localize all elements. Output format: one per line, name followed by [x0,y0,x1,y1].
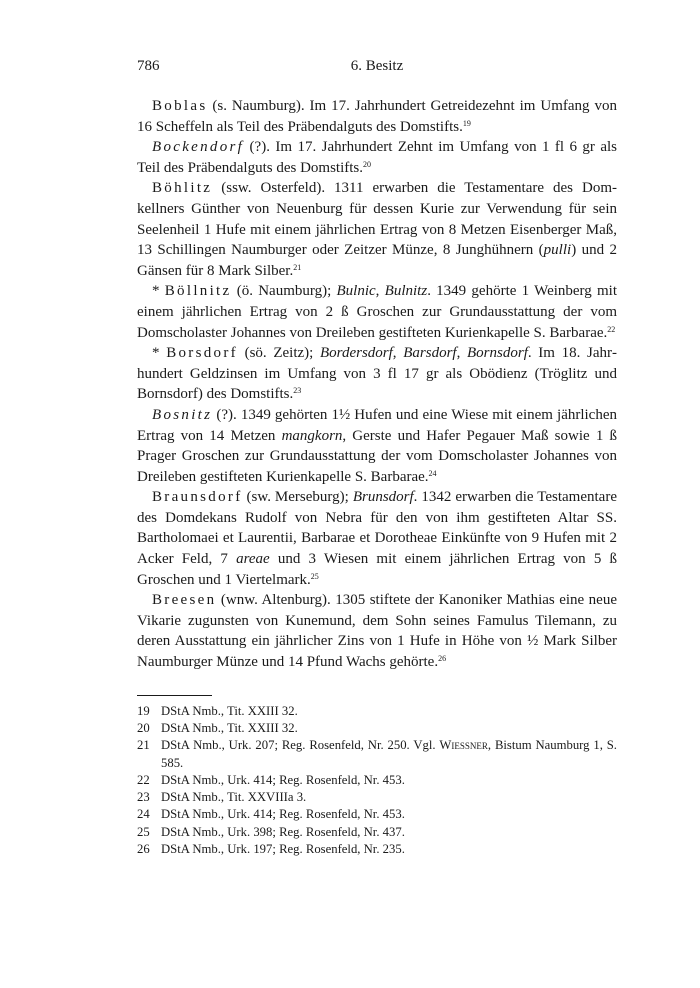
footnote-number: 23 [137,790,150,805]
main-text [137,96,617,673]
italic-term: areae [236,551,270,568]
italic-term: Bornsdorf [467,345,528,362]
place-name: Braunsdorf [152,489,243,506]
entry-text: , [392,345,404,362]
entry-text: , Gerste und Hafer Pegauer Maß sowie 1 ß Prager Groschen zur Grundausstattung der vom Domscholaster Johannes von Dreileben gestifteten Kurienkapelle S. Barbarae. [137,427,617,485]
italic-term: pulli [543,242,572,259]
entry-paragraph [137,487,617,590]
entry-text: (ssw. Osterfeld). 1311 erwarben die Testamentare des Domkellners Günther von Neuenburg für dessen Kurie zur Verwendung für sein Seelenheil 1 Hufe mit einem jährlichen Ertrag von 8 Metzen Eisenberger Maß, 13 Schillingen Naumburger oder Zeitzer Münze, 8 Junghühnern ( [137,180,617,259]
entry-text: (sw. Merseburg); [242,489,353,506]
entry-text: (sö. Zeitz); [237,345,321,362]
place-name: Breesen [152,592,217,609]
footnote-reference: 26 [438,654,447,664]
entry-paragraph [137,281,617,343]
footnote-text: DStA Nmb., Urk. 197; Reg. Rosenfeld, Nr. 235. [161,842,405,856]
entry-text: (wnw. Altenburg). 1305 stiftete der Kanoniker Mathias eine neue Vikarie zugunsten von Kunemund, dem Sohn seines Famulus Tilemann, zu deren Ausstattung ein jährlicher Zins von 1 Hufe in Höhe von ½ Mark Silber Naumburger Münze und 14 Pfund Wachs gehörte. [137,592,617,671]
entry-paragraph [137,590,617,672]
footnote [137,737,617,772]
footnote-text: DStA Nmb., Urk. 207; Reg. Rosenfeld, Nr. 250. Vgl. [161,738,440,753]
footnote-text: DStA Nmb., Urk. 414; Reg. Rosenfeld, Nr. 453. [161,807,405,822]
entry-text: (ö. Naumburg); [231,283,337,300]
italic-term: Bulnitz [384,283,428,300]
place-name: Borsdorf [166,345,238,362]
place-name: Boblas [152,98,208,114]
entry-text: (?). 1349 gehörten 1½ Hufen und eine Wiese mit einem jährlichen Ertrag von 14 Metzen [137,406,617,444]
book-page [137,58,617,858]
footnote-number: 22 [137,772,150,787]
place-name: Bockendorf [152,139,245,156]
footnote-text: DStA Nmb., Urk. 414; Reg. Rosenfeld, Nr. 453. [161,772,405,787]
footnote-text: DStA Nmb., Tit. XXIII 32. [161,703,298,718]
entry-paragraph [137,343,617,405]
entry-text: und 3 Wiesen mit einem jährlichen Ertrag von 5 ß Groschen und 1 Viertelmark. [137,551,618,588]
section-title: 6. Besitz [350,58,404,74]
entry-text: . 1342 erwarben die Testamentare des Domdekans Rudolf von Nebra für den von ihm gestifteten Altar SS. Bartholomaei et Laurentii, Barbarae et Dorotheae Einkünfte von 9 Hufen mit 2 Acker Feld, 7 [137,489,617,568]
entry-paragraph [137,137,617,178]
running-head [137,58,617,80]
footnote-text: DStA Nmb., Tit. XXIII 32. [161,720,298,735]
entry-marker: * [152,345,160,362]
footnote [137,703,617,720]
footnote-number: 21 [137,738,150,753]
footnote-reference: 21 [293,262,302,272]
entry-text: (?). Im 17. Jahrhundert Zehnt im Umfang von 1 fl 6 gr als Teil des Präbendalguts des Domstifts. [137,139,617,176]
footnote-number: 20 [137,720,150,735]
place-name: Böhlitz [152,180,213,197]
footnote-reference: 24 [428,468,437,478]
entry-text: , [375,283,385,300]
footnote-reference: 20 [363,159,372,169]
italic-term: Bordersdorf [320,345,393,362]
entry-paragraph [137,96,617,137]
entry-text: , [456,345,468,362]
footnote-separator [137,695,212,696]
entry-text: . 1349 gehörte 1 Weinberg mit einem jährlichen Ertrag von 2 ß Groschen zur Grundausstattung der vom Domscholaster Johannes von Dreileben gestifteten Kurienkapelle S. Barbarae. [137,283,618,341]
place-name: Böllnitz [164,283,232,300]
footnote [137,720,617,737]
footnote-number: 25 [137,824,150,839]
italic-term: Brunsdorf [352,489,414,506]
footnote-reference: 23 [293,386,302,396]
entry-text: (s. Naumburg). Im 17. Jahrhundert Getreidezehnt im Umfang von 16 Scheffeln als Teil des Präbendalguts des Domstifts. [137,98,617,135]
footnote-reference: 25 [310,571,319,581]
footnote-number: 26 [137,842,150,856]
entry-text: ) und 2 Gänsen für 8 Mark Silber. [137,242,618,279]
italic-term: mangkorn [281,427,343,444]
footnote-text: , Bistum Naumburg 1, S. 585. [161,738,617,770]
author-name: Wiessner [439,738,488,753]
italic-term: Barsdorf [403,345,457,362]
footnote [137,841,617,858]
footnote-text: DStA Nmb., Urk. 398; Reg. Rosenfeld, Nr. 437. [161,824,405,839]
footnote-number: 19 [137,703,150,718]
footnotes [137,703,617,859]
footnote [137,824,617,841]
footnote [137,772,617,789]
page-number: 786 [137,58,160,74]
footnote [137,806,617,823]
italic-term: Bulnic [336,283,376,300]
footnote-reference: 22 [607,324,616,334]
entry-paragraph [137,178,617,281]
footnote [137,789,617,806]
entry-text: . Im 18. Jahrhundert Geldzinsen im Umfang von 3 fl 17 gr als Obödienz (Tröglitz und Bornsdorf) des Domstifts. [137,345,618,403]
entry-paragraph [137,405,617,487]
footnote-text: DStA Nmb., Tit. XXVIIIa 3. [161,790,307,805]
footnote-reference: 19 [462,118,471,128]
place-name: Bosnitz [152,406,213,423]
footnote-number: 24 [137,807,150,822]
entry-marker: * [152,283,160,300]
